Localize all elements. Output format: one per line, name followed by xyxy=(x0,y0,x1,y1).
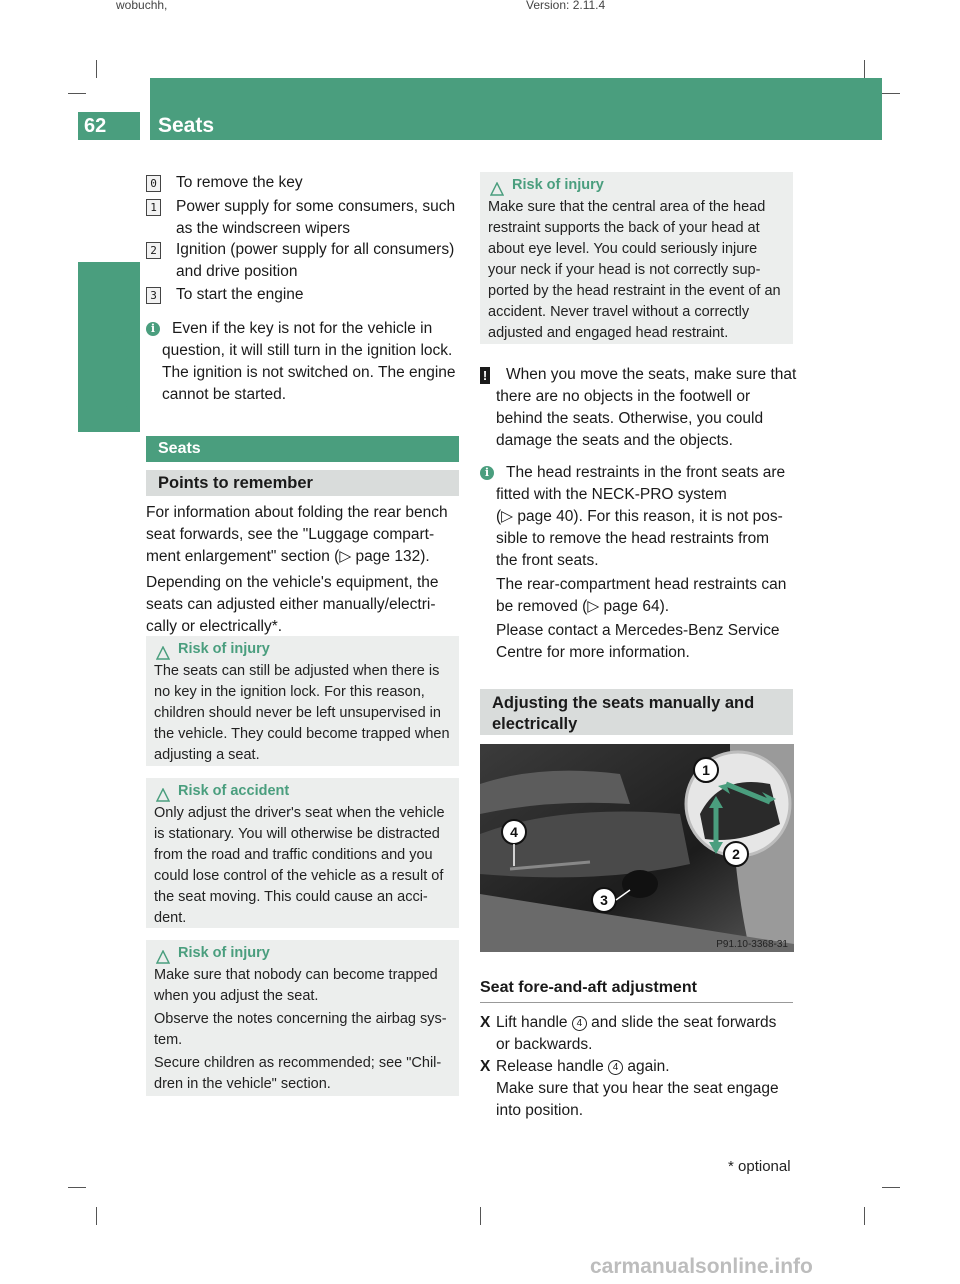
step-marker: X xyxy=(480,1058,491,1075)
warning-line: Observe the notes concerning the airbag sys- xyxy=(154,1011,447,1027)
key-symbol: 3 xyxy=(146,287,161,304)
warning-line: when you adjust the seat. xyxy=(154,988,319,1004)
key-text-cont: as the windscreen wipers xyxy=(176,220,351,237)
warning-line: adjusted and engaged head restraint. xyxy=(488,325,729,341)
key-symbol: 0 xyxy=(146,175,161,192)
points-text xyxy=(146,502,466,638)
page-title: Seats xyxy=(158,114,215,137)
crop-mark xyxy=(480,1207,481,1225)
callout-3-label: 3 xyxy=(600,892,608,908)
warning-line: adjusting a seat. xyxy=(154,747,260,763)
warning-triangle-icon xyxy=(490,182,504,196)
band-line: electrically xyxy=(492,715,578,733)
crop-mark xyxy=(96,60,97,78)
warning-line: restraint supports the back of your head at xyxy=(488,220,760,236)
header-divider xyxy=(146,78,150,140)
warning-line: dren in the vehicle" section. xyxy=(154,1076,331,1092)
warning-body xyxy=(488,197,785,344)
key-text: Ignition (power supply for all consumers) xyxy=(176,241,455,258)
key-symbol: 2 xyxy=(146,242,161,259)
caution-line: there are no objects in the footwell or xyxy=(496,388,751,405)
step-text-b: and slide the seat forwards xyxy=(591,1014,777,1031)
warning-box-injury-2 xyxy=(146,940,459,1096)
crop-mark xyxy=(864,60,865,78)
text-line: seat forwards, see the "Luggage compart- xyxy=(146,526,435,543)
caution-line: behind the seats. Otherwise, you could xyxy=(496,410,764,427)
info-line: cannot be started. xyxy=(162,386,287,403)
warning-body xyxy=(154,661,451,766)
warning-triangle-icon xyxy=(156,788,170,802)
callout-2-label: 2 xyxy=(732,846,740,862)
step-text-a: Lift handle xyxy=(496,1014,568,1031)
step-marker: X xyxy=(480,1014,491,1031)
print-meta-right: Version: 2.11.4 xyxy=(526,0,606,12)
step-text-b: again. xyxy=(627,1058,670,1075)
warning-line: ported by the head restraint in the event of an xyxy=(488,283,781,299)
info-line: The head restraints in the front seats are xyxy=(506,464,786,481)
warning-triangle-icon xyxy=(156,646,170,660)
text-line: seats can adjusted either manually/electri- xyxy=(146,596,436,613)
text-line: ment enlargement" section (▷ page 132). xyxy=(146,548,430,565)
step-text-c: or backwards. xyxy=(496,1036,593,1053)
warning-line: the seat moving. This could cause an acci- xyxy=(154,889,428,905)
key-symbol: 1 xyxy=(146,199,161,216)
info-line: Even if the key is not for the vehicle in xyxy=(172,320,433,337)
print-meta-left: wobuchh, xyxy=(116,0,168,12)
warning-box-injury-1 xyxy=(146,636,459,766)
subsection-band-adjusting xyxy=(480,689,793,735)
crop-mark xyxy=(68,1187,86,1188)
band-line: Adjusting the seats manually and xyxy=(492,694,755,712)
info-note-neck-pro xyxy=(480,462,800,664)
crop-mark xyxy=(68,93,86,94)
warning-title: Risk of injury xyxy=(512,177,604,193)
step-text xyxy=(496,1056,670,1078)
info-icon: i xyxy=(480,466,494,480)
section-band-seats: Seats xyxy=(146,436,459,462)
seat-adjustment-photo xyxy=(480,744,794,952)
info-line: The ignition is not switched on. The engine xyxy=(162,364,456,381)
step-text-c: Make sure that you hear the seat engage xyxy=(496,1080,779,1097)
key-text: Power supply for some consumers, such xyxy=(176,198,456,215)
optional-footnote: * optional xyxy=(728,1158,791,1175)
warning-title: Risk of injury xyxy=(178,641,270,657)
step-text-d: into position. xyxy=(496,1102,584,1119)
warning-line: Only adjust the driver's seat when the vehicle xyxy=(154,805,445,821)
key-position-1 xyxy=(146,196,466,240)
handle-ref: 4 xyxy=(608,1060,623,1075)
warning-line: the vehicle. They could become trapped when xyxy=(154,726,450,742)
caution-line: damage the seats and the objects. xyxy=(496,432,733,449)
key-text: To start the engine xyxy=(176,286,304,303)
warning-line: about eye level. You could seriously injure xyxy=(488,241,758,257)
warning-line: no key in the ignition lock. For this reason, xyxy=(154,684,425,700)
warning-line: The seats can still be adjusted when there is xyxy=(154,663,440,679)
photo-code: P91.10-3368-31 xyxy=(716,939,788,950)
info-line: Please contact a Mercedes-Benz Service xyxy=(496,622,780,639)
info-line: be removed (▷ page 64). xyxy=(496,598,670,615)
warning-line: accident. Never travel without a correctly xyxy=(488,304,750,320)
warning-line: Secure children as recommended; see "Chil- xyxy=(154,1055,442,1071)
info-line: (▷ page 40). For this reason, it is not pos- xyxy=(496,508,783,525)
warning-box-head-restraint xyxy=(480,172,793,344)
crop-mark xyxy=(882,1187,900,1188)
fore-aft-heading: Seat fore-and-aft adjustment xyxy=(480,979,697,996)
warning-line: dent. xyxy=(154,910,187,926)
info-icon: i xyxy=(146,322,160,336)
key-position-2 xyxy=(146,239,466,283)
sidebar-label: Controls xyxy=(108,329,133,420)
warning-body xyxy=(154,965,451,1095)
info-note-key xyxy=(146,318,466,406)
warning-box-accident xyxy=(146,778,459,928)
crop-mark xyxy=(864,1207,865,1225)
warning-triangle-icon xyxy=(156,950,170,964)
text-line: cally or electrically*. xyxy=(146,618,283,635)
info-line: Centre for more information. xyxy=(496,644,690,661)
warning-line: could lose control of the vehicle as a result of xyxy=(154,868,444,884)
step-release-handle xyxy=(480,1056,800,1122)
handle-ref: 4 xyxy=(572,1016,587,1031)
text-line: For information about folding the rear bench xyxy=(146,504,448,521)
warning-line: Make sure that nobody can become trapped xyxy=(154,967,438,983)
warning-line: tem. xyxy=(154,1032,183,1048)
warning-line: your neck if your head is not correctly sup- xyxy=(488,262,761,278)
fore-aft-rule xyxy=(480,1002,793,1003)
step-text xyxy=(496,1012,776,1034)
text-line: Depending on the vehicle's equipment, the xyxy=(146,574,439,591)
crop-mark xyxy=(882,93,900,94)
key-text: To remove the key xyxy=(176,174,303,191)
step-text-a: Release handle xyxy=(496,1058,604,1075)
callout-1-label: 1 xyxy=(702,762,710,778)
warning-title: Risk of accident xyxy=(178,783,290,799)
info-line: The rear-compartment head restraints can xyxy=(496,576,787,593)
warning-body xyxy=(154,803,451,929)
callout-4-label: 4 xyxy=(510,824,518,840)
info-line: question, it will still turn in the ignition lock. xyxy=(162,342,453,359)
step-lift-handle xyxy=(480,1012,800,1056)
warning-title: Risk of injury xyxy=(178,945,270,961)
seat-photo-illustration xyxy=(480,744,794,952)
crop-mark xyxy=(96,1207,97,1225)
info-line: the front seats. xyxy=(496,552,599,569)
page-number: 62 xyxy=(78,112,140,140)
subsection-band-points: Points to remember xyxy=(146,470,459,496)
key-text-cont: and drive position xyxy=(176,263,298,280)
info-line: fitted with the NECK-PRO system xyxy=(496,486,727,503)
caution-note xyxy=(480,364,800,452)
info-line: sible to remove the head restraints from xyxy=(496,530,770,547)
warning-line: from the road and traffic conditions and you xyxy=(154,847,433,863)
caution-icon: ! xyxy=(480,367,490,384)
caution-line: When you move the seats, make sure that xyxy=(506,366,797,383)
watermark: carmanualsonline.info xyxy=(590,1255,813,1278)
warning-line: Make sure that the central area of the head xyxy=(488,199,766,215)
warning-line: children should never be left unsupervised in xyxy=(154,705,441,721)
warning-line: is stationary. You will otherwise be distracted xyxy=(154,826,440,842)
header-bar xyxy=(146,78,882,140)
